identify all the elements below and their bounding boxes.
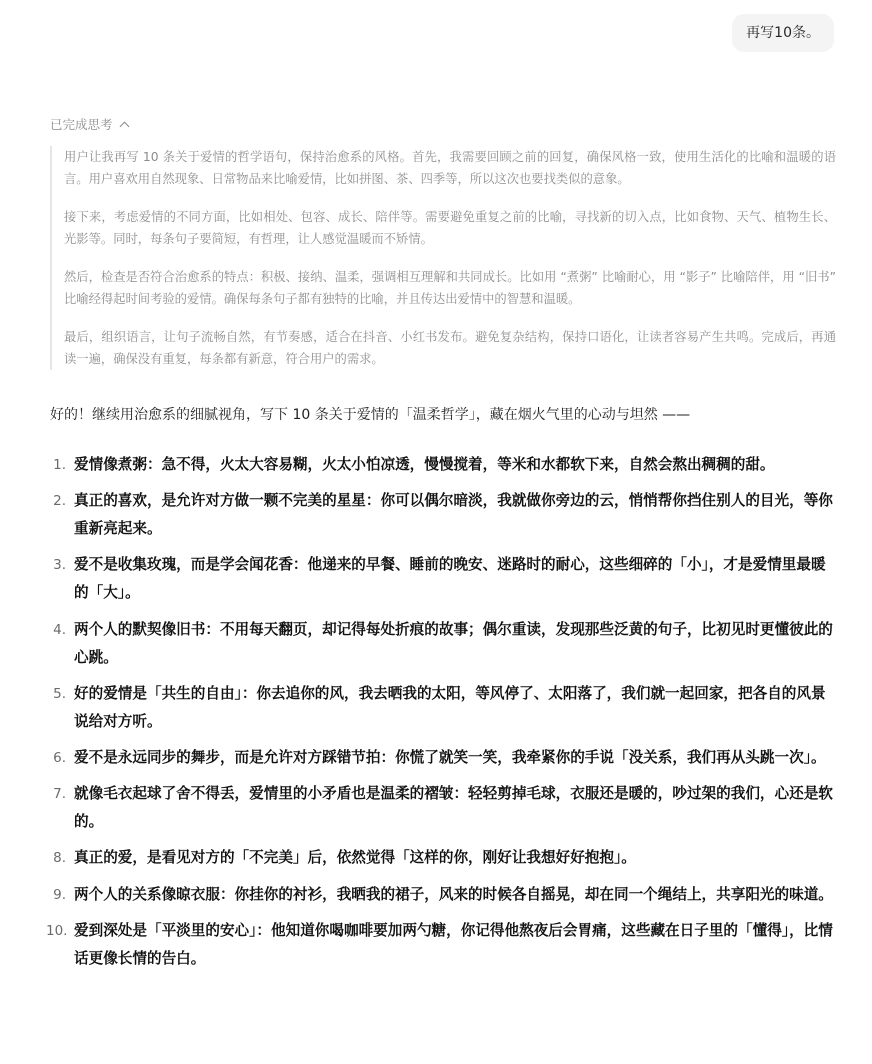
thinking-paragraph: 接下来，考虑爱情的不同方面，比如相处、包容、成长、陪伴等。需要避免重复之前的比喻，寻找新的切入点，比如食物、天气、植物生长、光影等。同时，每条句子要简短，有哲理，让人感觉温暖而不矫情。 [64,210,836,246]
thinking-paragraph: 用户让我再写 10 条关于爱情的哲学语句，保持治愈系的风格。首先，我需要回顾之前的回复，确保风格一致，使用生活化的比喻和温暖的语言。用户喜欢用自然现象、日常物品来比喻爱情，比如拼图、茶、四季等，所以这次也要找类似的意象。 [64,150,836,186]
list-item [46,881,836,909]
thinking-paragraph: 然后，检查是否符合治愈系的特点：积极、接纳、温柔，强调相互理解和共同成长。比如用 “煮粥” 比喻耐心，用 “影子” 比喻陪伴，用 “旧书” 比喻经得起时间考验的爱情。确保每条句子都有独特的比喻，并且传达出爱情中的智慧和温暖。 [64,270,836,306]
user-message-text: 再写10条。 [746,25,820,41]
list-item-text: 爱到深处是「平淡里的安心」：他知道你喝咖啡要加两勺糖，你记得他熬夜后会胃痛，这些藏在日子里的「懂得」，比情话更像长情的告白。 [74,921,833,967]
list-item-text: 爱不是永远同步的舞步，而是允许对方踩错节拍：你慌了就笑一笑，我牵紧你的手说「没关系，我们再从头跳一次」。 [74,748,826,766]
list-item-number: 8. [53,850,66,867]
list-item [46,616,836,672]
list-item-number: 3. [53,557,66,574]
list-item [46,844,836,872]
answer-intro: 好的！继续用治愈系的细腻视角，写下 10 条关于爱情的「温柔哲学」，藏在烟火气里的心动与坦然 —— [50,407,691,423]
list-item-number: 2. [53,493,66,510]
list-item-text: 爱不是收集玫瑰，而是学会闻花香：他递来的早餐、睡前的晚安、迷路时的耐心，这些细碎的「小」，才是爱情里最暖的「大」。 [74,556,826,602]
list-item [46,744,836,772]
thinking-content [50,146,836,370]
list-item-text: 两个人的默契像旧书：不用每天翻页，却记得每处折痕的故事；偶尔重读，发现那些泛黄的句子，比初见时更懂彼此的心跳。 [74,620,833,666]
thinking-paragraph: 最后，组织语言，让句子流畅自然，有节奏感，适合在抖音、小红书发布。避免复杂结构，保持口语化，让读者容易产生共鸣。完成后，再通读一遍，确保没有重复，每条都有新意，符合用户的需求。 [64,330,836,366]
list-item-text: 真正的爱，是看见对方的「不完美」后，依然觉得「这样的你，刚好让我想好好抱抱」。 [74,849,636,867]
list-item [46,451,836,479]
list-item [46,780,836,836]
list-item-text: 好的爱情是「共生的自由」：你去追你的风，我去晒我的太阳，等风停了、太阳落了，我们就一起回家，把各自的风景说给对方听。 [74,684,826,730]
list-item-text: 两个人的关系像晾衣服：你挂你的衬衫，我晒我的裙子，风来的时候各自摇晃，却在同一个绳结上，共享阳光的味道。 [74,885,833,903]
list-item-text: 真正的喜欢，是允许对方做一颗不完美的星星：你可以偶尔暗淡，我就做你旁边的云，悄悄帮你挡住别人的目光，等你重新亮起来。 [74,492,833,538]
list-item-text: 爱情像煮粥：急不得，火太大容易糊，火太小怕凉透，慢慢搅着，等米和水都软下来，自然会熬出稠稠的甜。 [74,456,775,473]
list-item [46,917,836,973]
chevron-up-icon [119,121,129,131]
list-item [46,551,836,607]
list-item-number: 1. [53,457,66,473]
list-item-number: 9. [53,886,66,903]
list-item-number: 7. [53,786,66,803]
list-item-text: 就像毛衣起球了舍不得丢，爱情里的小矛盾也是温柔的褶皱：轻轻剪掉毛球，衣服还是暖的，吵过架的我们，心还是软的。 [74,785,833,831]
user-message-bubble [732,14,834,52]
list-item-number: 10. [46,922,68,939]
list-item [46,680,836,736]
thinking-header-label: 已完成思考 [50,117,113,132]
thinking-toggle[interactable] [50,114,128,134]
list-item-number: 4. [53,621,66,638]
list-item [46,487,836,543]
answer-list [46,451,836,981]
list-item-number: 6. [53,749,66,766]
list-item-number: 5. [53,685,66,702]
